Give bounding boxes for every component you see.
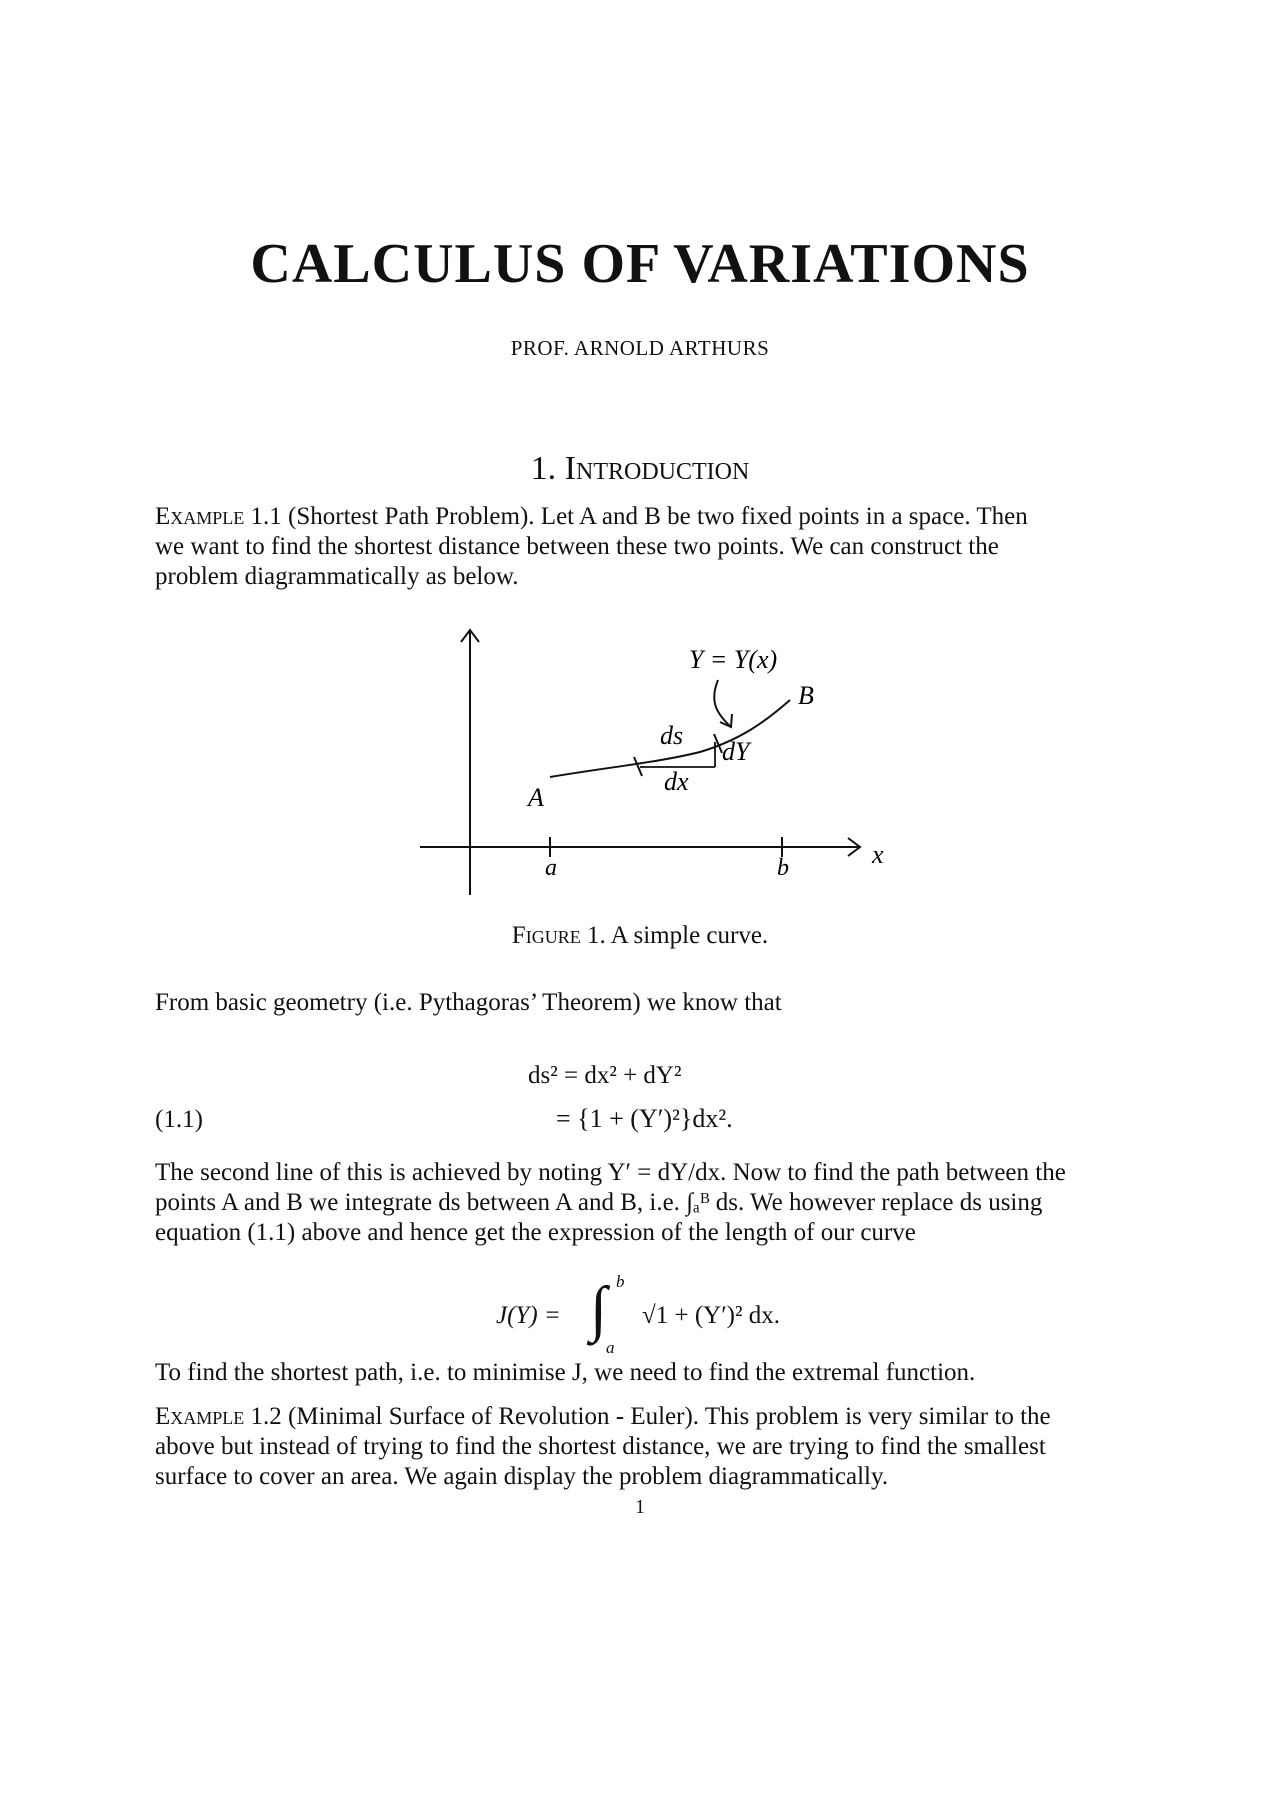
example-1-line1: Let A and B be two fixed points in a space. Then (540, 503, 1028, 530)
x-axis-label: x (872, 840, 884, 869)
pythagoras-line: From basic geometry (i.e. Pythagoras’ Theorem) we know that (155, 989, 782, 1016)
example-2-paragraph (155, 1402, 1145, 1492)
equation-2-integrand: √1 + (Y′)² dx. (642, 1302, 780, 1329)
example-1-line3: problem diagrammatically as below. (155, 563, 519, 590)
document-title: CALCULUS OF VARIATIONS (250, 233, 1030, 295)
section-title: Introduction (564, 450, 750, 487)
equation-1-line2: = {1 + (Y′)²}dx². (556, 1104, 733, 1133)
example-1-paragraph (155, 502, 1145, 592)
shortest-path-line: To find the shortest path, i.e. to minimise J, we need to find the extremal function. (155, 1359, 976, 1386)
example-2-line1: This problem is very similar to the (704, 1403, 1051, 1430)
author-name: PROF. ARNOLD ARTHURS (510, 336, 770, 360)
figure-caption-label: Figure 1. (511, 922, 606, 949)
equation-2-lhs: J(Y) = (496, 1302, 561, 1329)
section-heading (0, 450, 1280, 488)
section-number: 1. (530, 450, 557, 487)
equation-2-upper-limit: b (616, 1272, 625, 1291)
tick-a-label: a (545, 855, 557, 881)
paragraph-2 (155, 1158, 1145, 1248)
paragraph-2-line3: equation (1.1) above and hence get the expression of the length of our curve (155, 1219, 916, 1246)
example-1-label: Example 1.1 (155, 503, 282, 530)
paragraph-2-line2: points A and B we integrate ds between A and B, i.e. ∫ₐᴮ ds. We however replace ds using (155, 1189, 1043, 1216)
figure-caption-text: A simple curve. (610, 922, 769, 949)
example-2-name: (Minimal Surface of Revolution - Euler). (288, 1403, 700, 1430)
equation-2-integral-sign: ∫ (590, 1275, 607, 1343)
tick-b-label: b (777, 855, 789, 881)
point-b-label: B (798, 681, 814, 710)
shortest-path-text (155, 1358, 1145, 1388)
equation-2 (490, 1272, 910, 1362)
dx-label: dx (664, 767, 689, 796)
equation-1-line1: ds² = dx² + dY² (528, 1062, 682, 1089)
figure-caption (0, 922, 1280, 950)
dy-label: dY (722, 737, 750, 766)
example-1-line2: we want to find the shortest distance between these two points. We can construct the (155, 533, 999, 560)
figure-simple-curve (0, 612, 1280, 912)
example-2-line2: above but instead of trying to find the shortest distance, we are trying to find the smallest (155, 1433, 1046, 1460)
curve-label: Y = Y(x) (688, 645, 778, 674)
paragraph-2-line1: The second line of this is achieved by noting Y′ = dY/dx. Now to find the path between the (155, 1159, 1066, 1186)
example-2-line3: surface to cover an area. We again display the problem diagrammatically. (155, 1463, 889, 1490)
page-number: 1 (635, 1496, 645, 1518)
point-a-label: A (528, 783, 544, 812)
ds-label: ds (660, 721, 684, 750)
pythagoras-text (155, 988, 1145, 1018)
curve-pointer-arrow (714, 680, 730, 726)
example-2-label: Example 1.2 (155, 1403, 282, 1430)
equation-1-number: (1.1) (155, 1106, 203, 1133)
example-1-name: (Shortest Path Problem). (288, 503, 535, 530)
equation-2-lower-limit: a (606, 1338, 615, 1357)
